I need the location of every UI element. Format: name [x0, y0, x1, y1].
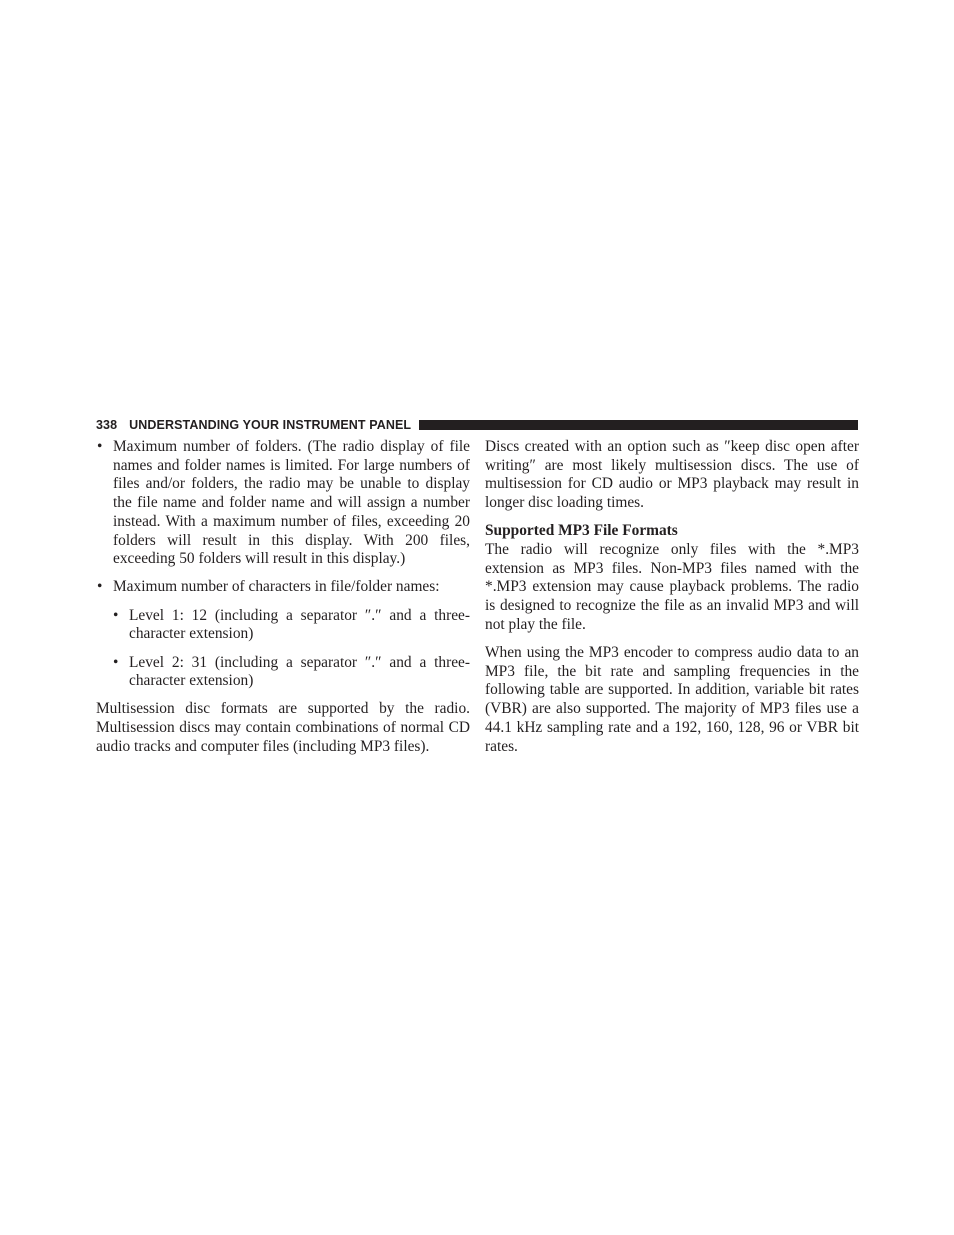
- left-column: [96, 438, 470, 766]
- header-rule-bar: [419, 420, 858, 430]
- sub-bullet-level-2: • Level 2: 31 (including a separator ″.″ and a three-character extension): [112, 654, 470, 691]
- page-number: 338: [96, 417, 118, 432]
- right-column: [485, 438, 859, 766]
- bullet-max-folders: • Maximum number of folders. (The radio display of file names and folder names is limited. For large numbers of files and/or folders, the radio may be unable to display the file name and folder name and will assign a number instead. With a maximum number of files, exceeding 20 folders will result in this display. With 200 files, exceeding 50 folders will result in this display.): [96, 438, 470, 569]
- section-heading-mp3-formats: Supported MP3 File Formats: [485, 522, 678, 540]
- paragraph-mp3-encoder: When using the MP3 encoder to compress audio data to an MP3 file, the bit rate and sampling frequencies in the following table are supported. In addition, variable bit rates (VBR) are also supported. The majority of MP3 files use a 44.1 kHz sampling rate and a 192, 160, 128, 96 or VBR bit rates.: [485, 644, 859, 755]
- section-title: UNDERSTANDING YOUR INSTRUMENT PANEL: [129, 417, 412, 432]
- bullet-max-characters: • Maximum number of characters in file/folder names:: [96, 578, 470, 597]
- paragraph-multisession-discs: Discs created with an option such as ″keep disc open after writing″ are most likely multisession discs. The use of multisession for CD audio or MP3 playback may result in longer disc loading times.: [485, 438, 859, 512]
- page-header: [96, 417, 858, 432]
- paragraph-multisession-formats: Multisession disc formats are supported by the radio. Multisession discs may contain combinations of normal CD audio tracks and computer files (including MP3 files).: [96, 700, 470, 755]
- paragraph-mp3-recognition: The radio will recognize only files with the *.MP3 extension as MP3 files. Non-MP3 files named with the *.MP3 extension may cause playback problems. The radio is designed to recognize the file as an invalid MP3 and will not play the file.: [485, 541, 859, 633]
- sub-bullet-level-1: • Level 1: 12 (including a separator ″.″ and a three-character extension): [112, 607, 470, 644]
